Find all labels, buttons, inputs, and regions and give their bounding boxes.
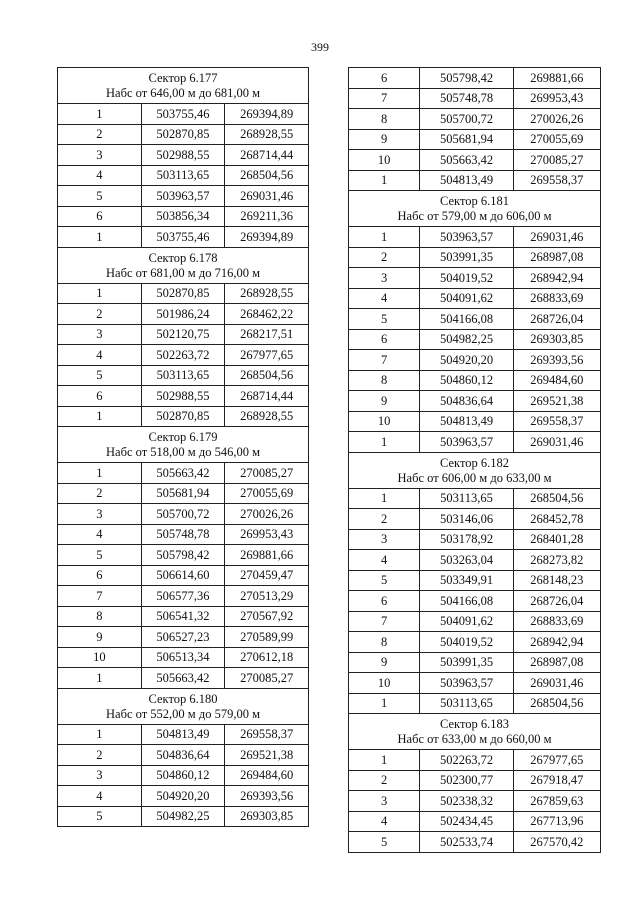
table-row bbox=[58, 324, 309, 345]
x-coordinate-cell: 504813,49 bbox=[141, 724, 225, 745]
y-coordinate-cell: 268273,82 bbox=[513, 550, 600, 571]
table-row bbox=[349, 268, 601, 289]
point-number-cell: 1 bbox=[349, 693, 420, 714]
point-number-cell: 6 bbox=[349, 591, 420, 612]
sector-title: Сектор 6.181 bbox=[440, 194, 509, 208]
table-row bbox=[58, 606, 309, 627]
y-coordinate-cell: 268928,55 bbox=[225, 283, 309, 304]
x-coordinate-cell: 504836,64 bbox=[420, 391, 513, 412]
x-coordinate-cell: 503146,06 bbox=[420, 509, 513, 530]
table-row bbox=[349, 570, 601, 591]
y-coordinate-cell: 268452,78 bbox=[513, 509, 600, 530]
sector-range: Набс от 606,00 м до 633,00 м bbox=[397, 470, 552, 485]
point-number-cell: 10 bbox=[349, 150, 420, 171]
sector-header bbox=[58, 247, 309, 283]
y-coordinate-cell: 270055,69 bbox=[225, 483, 309, 504]
point-number-cell: 6 bbox=[58, 206, 142, 227]
x-coordinate-cell: 504813,49 bbox=[420, 411, 513, 432]
y-coordinate-cell: 269521,38 bbox=[225, 745, 309, 766]
y-coordinate-cell: 269394,89 bbox=[225, 104, 309, 125]
x-coordinate-cell: 504982,25 bbox=[420, 329, 513, 350]
point-number-cell: 3 bbox=[58, 765, 142, 786]
y-coordinate-cell: 270085,27 bbox=[225, 668, 309, 689]
table-row bbox=[58, 124, 309, 145]
point-number-cell: 5 bbox=[58, 365, 142, 386]
table-row bbox=[58, 565, 309, 586]
y-coordinate-cell: 270589,99 bbox=[225, 627, 309, 648]
y-coordinate-cell: 270612,18 bbox=[225, 647, 309, 668]
x-coordinate-cell: 503963,57 bbox=[141, 186, 225, 207]
point-number-cell: 3 bbox=[58, 145, 142, 166]
x-coordinate-cell: 504019,52 bbox=[420, 632, 513, 653]
point-number-cell: 9 bbox=[58, 627, 142, 648]
point-number-cell: 7 bbox=[349, 88, 420, 109]
x-coordinate-cell: 502533,74 bbox=[420, 832, 513, 853]
table-row bbox=[58, 186, 309, 207]
point-number-cell: 1 bbox=[58, 463, 142, 484]
point-number-cell: 6 bbox=[58, 386, 142, 407]
x-coordinate-cell: 503113,65 bbox=[141, 365, 225, 386]
point-number-cell: 7 bbox=[58, 586, 142, 607]
y-coordinate-cell: 269031,46 bbox=[225, 186, 309, 207]
x-coordinate-cell: 506577,36 bbox=[141, 586, 225, 607]
table-row bbox=[349, 811, 601, 832]
y-coordinate-cell: 269031,46 bbox=[513, 227, 600, 248]
point-number-cell: 8 bbox=[349, 632, 420, 653]
y-coordinate-cell: 267570,42 bbox=[513, 832, 600, 853]
x-coordinate-cell: 503963,57 bbox=[420, 227, 513, 248]
y-coordinate-cell: 269881,66 bbox=[225, 545, 309, 566]
point-number-cell: 9 bbox=[349, 391, 420, 412]
table-row bbox=[58, 483, 309, 504]
x-coordinate-cell: 504166,08 bbox=[420, 591, 513, 612]
y-coordinate-cell: 269558,37 bbox=[225, 724, 309, 745]
y-coordinate-cell: 270085,27 bbox=[513, 150, 600, 171]
table-row bbox=[349, 432, 601, 453]
x-coordinate-cell: 502263,72 bbox=[420, 750, 513, 771]
x-coordinate-cell: 505681,94 bbox=[141, 483, 225, 504]
y-coordinate-cell: 269484,60 bbox=[513, 370, 600, 391]
table-row bbox=[349, 288, 601, 309]
y-coordinate-cell: 270026,26 bbox=[225, 504, 309, 525]
table-row bbox=[58, 806, 309, 827]
y-coordinate-cell: 269558,37 bbox=[513, 170, 600, 191]
y-coordinate-cell: 268714,44 bbox=[225, 145, 309, 166]
point-number-cell: 8 bbox=[58, 606, 142, 627]
y-coordinate-cell: 267859,63 bbox=[513, 791, 600, 812]
table-row bbox=[58, 745, 309, 766]
sector-title: Сектор 6.183 bbox=[440, 717, 509, 731]
table-row bbox=[58, 283, 309, 304]
y-coordinate-cell: 269303,85 bbox=[513, 329, 600, 350]
y-coordinate-cell: 269953,43 bbox=[225, 524, 309, 545]
point-number-cell: 10 bbox=[58, 647, 142, 668]
table-row bbox=[349, 550, 601, 571]
x-coordinate-cell: 502988,55 bbox=[141, 145, 225, 166]
sector-range: Набс от 579,00 м до 606,00 м bbox=[397, 209, 552, 223]
y-coordinate-cell: 267713,96 bbox=[513, 811, 600, 832]
point-number-cell: 2 bbox=[58, 745, 142, 766]
sector-range: Набс от 681,00 м до 716,00 м bbox=[106, 265, 260, 280]
sector-header bbox=[58, 688, 309, 724]
y-coordinate-cell: 270459,47 bbox=[225, 565, 309, 586]
point-number-cell: 5 bbox=[58, 806, 142, 827]
point-number-cell: 4 bbox=[58, 165, 142, 186]
x-coordinate-cell: 502988,55 bbox=[141, 386, 225, 407]
point-number-cell: 10 bbox=[349, 411, 420, 432]
table-row bbox=[349, 488, 601, 509]
point-number-cell: 10 bbox=[349, 673, 420, 694]
x-coordinate-cell: 504920,20 bbox=[141, 786, 225, 807]
x-coordinate-cell: 505681,94 bbox=[420, 129, 513, 150]
y-coordinate-cell: 270085,27 bbox=[225, 463, 309, 484]
table-row bbox=[349, 247, 601, 268]
y-coordinate-cell: 268987,08 bbox=[513, 247, 600, 268]
x-coordinate-cell: 502120,75 bbox=[141, 324, 225, 345]
point-number-cell: 1 bbox=[58, 668, 142, 689]
y-coordinate-cell: 268401,28 bbox=[513, 529, 600, 550]
x-coordinate-cell: 505663,42 bbox=[141, 463, 225, 484]
x-coordinate-cell: 502300,77 bbox=[420, 770, 513, 791]
point-number-cell: 4 bbox=[349, 811, 420, 832]
point-number-cell: 9 bbox=[349, 129, 420, 150]
x-coordinate-cell: 504166,08 bbox=[420, 309, 513, 330]
y-coordinate-cell: 269953,43 bbox=[513, 88, 600, 109]
x-coordinate-cell: 503755,46 bbox=[141, 104, 225, 125]
x-coordinate-cell: 503755,46 bbox=[141, 227, 225, 248]
table-row bbox=[349, 129, 601, 150]
table-row bbox=[349, 509, 601, 530]
y-coordinate-cell: 270026,26 bbox=[513, 109, 600, 130]
table-row bbox=[58, 165, 309, 186]
y-coordinate-cell: 268928,55 bbox=[225, 406, 309, 427]
point-number-cell: 5 bbox=[349, 832, 420, 853]
y-coordinate-cell: 267918,47 bbox=[513, 770, 600, 791]
point-number-cell: 3 bbox=[349, 529, 420, 550]
y-coordinate-cell: 269393,56 bbox=[513, 350, 600, 371]
table-row bbox=[58, 545, 309, 566]
x-coordinate-cell: 502870,85 bbox=[141, 124, 225, 145]
sector-title: Сектор 6.180 bbox=[148, 691, 218, 706]
table-row bbox=[349, 673, 601, 694]
point-number-cell: 4 bbox=[58, 345, 142, 366]
point-number-cell: 2 bbox=[58, 304, 142, 325]
point-number-cell: 1 bbox=[349, 432, 420, 453]
table-row bbox=[349, 150, 601, 171]
sector-header-row bbox=[58, 68, 309, 104]
y-coordinate-cell: 268217,51 bbox=[225, 324, 309, 345]
point-number-cell: 1 bbox=[349, 750, 420, 771]
point-number-cell: 6 bbox=[58, 565, 142, 586]
table-row bbox=[349, 370, 601, 391]
table-row bbox=[58, 504, 309, 525]
x-coordinate-cell: 505748,78 bbox=[141, 524, 225, 545]
point-number-cell: 2 bbox=[58, 124, 142, 145]
point-number-cell: 5 bbox=[349, 309, 420, 330]
sector-range: Набс от 552,00 м до 579,00 м bbox=[106, 706, 260, 721]
x-coordinate-cell: 501986,24 bbox=[141, 304, 225, 325]
y-coordinate-cell: 268462,22 bbox=[225, 304, 309, 325]
x-coordinate-cell: 506527,23 bbox=[141, 627, 225, 648]
y-coordinate-cell: 268833,69 bbox=[513, 611, 600, 632]
x-coordinate-cell: 504091,62 bbox=[420, 611, 513, 632]
sector-header bbox=[58, 68, 309, 104]
sector-title: Сектор 6.182 bbox=[440, 455, 509, 470]
y-coordinate-cell: 268928,55 bbox=[225, 124, 309, 145]
point-number-cell: 1 bbox=[349, 170, 420, 191]
y-coordinate-cell: 269211,36 bbox=[225, 206, 309, 227]
y-coordinate-cell: 269303,85 bbox=[225, 806, 309, 827]
table-row bbox=[349, 529, 601, 550]
x-coordinate-cell: 504091,62 bbox=[420, 288, 513, 309]
point-number-cell: 1 bbox=[349, 227, 420, 248]
point-number-cell: 2 bbox=[349, 247, 420, 268]
y-coordinate-cell: 268726,04 bbox=[513, 591, 600, 612]
x-coordinate-cell: 502263,72 bbox=[141, 345, 225, 366]
table-row bbox=[349, 391, 601, 412]
x-coordinate-cell: 504860,12 bbox=[420, 370, 513, 391]
table-row bbox=[349, 832, 601, 853]
x-coordinate-cell: 503349,91 bbox=[420, 570, 513, 591]
y-coordinate-cell: 268504,56 bbox=[513, 488, 600, 509]
point-number-cell: 8 bbox=[349, 370, 420, 391]
x-coordinate-cell: 505748,78 bbox=[420, 88, 513, 109]
point-number-cell: 6 bbox=[349, 68, 420, 89]
table-row bbox=[58, 786, 309, 807]
table-row bbox=[58, 668, 309, 689]
point-number-cell: 4 bbox=[58, 786, 142, 807]
point-number-cell: 3 bbox=[58, 324, 142, 345]
x-coordinate-cell: 502338,32 bbox=[420, 791, 513, 812]
sector-title: Сектор 6.179 bbox=[148, 430, 218, 444]
y-coordinate-cell: 268942,94 bbox=[513, 632, 600, 653]
y-coordinate-cell: 270567,92 bbox=[225, 606, 309, 627]
table-row bbox=[58, 627, 309, 648]
point-number-cell: 1 bbox=[58, 227, 142, 248]
point-number-cell: 5 bbox=[58, 545, 142, 566]
point-number-cell: 6 bbox=[349, 329, 420, 350]
y-coordinate-cell: 268942,94 bbox=[513, 268, 600, 289]
sector-range: Набс от 646,00 м до 681,00 м bbox=[106, 86, 260, 100]
x-coordinate-cell: 505798,42 bbox=[420, 68, 513, 89]
y-coordinate-cell: 267977,65 bbox=[225, 345, 309, 366]
x-coordinate-cell: 505663,42 bbox=[420, 150, 513, 171]
y-coordinate-cell: 268504,56 bbox=[513, 693, 600, 714]
point-number-cell: 4 bbox=[349, 550, 420, 571]
point-number-cell: 3 bbox=[349, 791, 420, 812]
sector-header-row bbox=[58, 427, 309, 463]
sector-header-row bbox=[349, 191, 601, 227]
point-number-cell: 1 bbox=[58, 406, 142, 427]
y-coordinate-cell: 268726,04 bbox=[513, 309, 600, 330]
table-row bbox=[349, 611, 601, 632]
point-number-cell: 5 bbox=[349, 570, 420, 591]
y-coordinate-cell: 269558,37 bbox=[513, 411, 600, 432]
sector-range: Набс от 633,00 м до 660,00 м bbox=[397, 732, 552, 746]
coordinates-table-right bbox=[348, 67, 601, 853]
sector-header bbox=[349, 714, 601, 750]
table-row bbox=[58, 304, 309, 325]
y-coordinate-cell: 268504,56 bbox=[225, 165, 309, 186]
x-coordinate-cell: 505798,42 bbox=[141, 545, 225, 566]
y-coordinate-cell: 268504,56 bbox=[225, 365, 309, 386]
y-coordinate-cell: 269031,46 bbox=[513, 432, 600, 453]
y-coordinate-cell: 268714,44 bbox=[225, 386, 309, 407]
sector-header-row bbox=[58, 247, 309, 283]
y-coordinate-cell: 268833,69 bbox=[513, 288, 600, 309]
point-number-cell: 4 bbox=[349, 288, 420, 309]
y-coordinate-cell: 268148,23 bbox=[513, 570, 600, 591]
x-coordinate-cell: 506541,32 bbox=[141, 606, 225, 627]
x-coordinate-cell: 504019,52 bbox=[420, 268, 513, 289]
table-row bbox=[58, 345, 309, 366]
x-coordinate-cell: 504836,64 bbox=[141, 745, 225, 766]
table-row bbox=[349, 309, 601, 330]
point-number-cell: 7 bbox=[349, 611, 420, 632]
table-row bbox=[58, 724, 309, 745]
sector-header-row bbox=[349, 452, 601, 488]
table-row bbox=[349, 88, 601, 109]
point-number-cell: 1 bbox=[58, 283, 142, 304]
x-coordinate-cell: 505700,72 bbox=[420, 109, 513, 130]
point-number-cell: 1 bbox=[58, 104, 142, 125]
y-coordinate-cell: 269031,46 bbox=[513, 673, 600, 694]
x-coordinate-cell: 505663,42 bbox=[141, 668, 225, 689]
sector-header bbox=[58, 427, 309, 463]
table-row bbox=[349, 632, 601, 653]
x-coordinate-cell: 503113,65 bbox=[420, 488, 513, 509]
x-coordinate-cell: 504920,20 bbox=[420, 350, 513, 371]
table-row bbox=[58, 765, 309, 786]
point-number-cell: 2 bbox=[349, 770, 420, 791]
sector-title: Сектор 6.177 bbox=[148, 71, 218, 85]
x-coordinate-cell: 503856,34 bbox=[141, 206, 225, 227]
table-row bbox=[349, 329, 601, 350]
x-coordinate-cell: 505700,72 bbox=[141, 504, 225, 525]
point-number-cell: 8 bbox=[349, 109, 420, 130]
y-coordinate-cell: 270055,69 bbox=[513, 129, 600, 150]
page-number: 399 bbox=[311, 40, 329, 54]
point-number-cell: 5 bbox=[58, 186, 142, 207]
table-row bbox=[58, 104, 309, 125]
point-number-cell: 2 bbox=[58, 483, 142, 504]
table-row bbox=[349, 693, 601, 714]
x-coordinate-cell: 503991,35 bbox=[420, 247, 513, 268]
x-coordinate-cell: 503991,35 bbox=[420, 652, 513, 673]
sector-header bbox=[349, 191, 601, 227]
point-number-cell: 1 bbox=[349, 488, 420, 509]
coordinates-table-left bbox=[57, 67, 309, 827]
table-row bbox=[349, 652, 601, 673]
table-row bbox=[349, 170, 601, 191]
x-coordinate-cell: 503178,92 bbox=[420, 529, 513, 550]
y-coordinate-cell: 269521,38 bbox=[513, 391, 600, 412]
x-coordinate-cell: 506614,60 bbox=[141, 565, 225, 586]
x-coordinate-cell: 502870,85 bbox=[141, 406, 225, 427]
table-row bbox=[58, 365, 309, 386]
sector-header-row bbox=[349, 714, 601, 750]
table-row bbox=[58, 586, 309, 607]
table-row bbox=[58, 227, 309, 248]
table-row bbox=[58, 386, 309, 407]
x-coordinate-cell: 506513,34 bbox=[141, 647, 225, 668]
x-coordinate-cell: 503263,04 bbox=[420, 550, 513, 571]
x-coordinate-cell: 504982,25 bbox=[141, 806, 225, 827]
table-row bbox=[58, 463, 309, 484]
table-row bbox=[349, 109, 601, 130]
point-number-cell: 4 bbox=[58, 524, 142, 545]
x-coordinate-cell: 503113,65 bbox=[141, 165, 225, 186]
point-number-cell: 9 bbox=[349, 652, 420, 673]
point-number-cell: 2 bbox=[349, 509, 420, 530]
sector-header bbox=[349, 452, 601, 488]
table-row bbox=[349, 68, 601, 89]
point-number-cell: 1 bbox=[58, 724, 142, 745]
x-coordinate-cell: 502434,45 bbox=[420, 811, 513, 832]
sector-range: Набс от 518,00 м до 546,00 м bbox=[106, 445, 260, 459]
table-row bbox=[349, 350, 601, 371]
x-coordinate-cell: 504813,49 bbox=[420, 170, 513, 191]
point-number-cell: 3 bbox=[349, 268, 420, 289]
y-coordinate-cell: 269393,56 bbox=[225, 786, 309, 807]
y-coordinate-cell: 268987,08 bbox=[513, 652, 600, 673]
x-coordinate-cell: 503963,57 bbox=[420, 673, 513, 694]
x-coordinate-cell: 503963,57 bbox=[420, 432, 513, 453]
table-row bbox=[349, 770, 601, 791]
table-row bbox=[349, 791, 601, 812]
table-row bbox=[58, 206, 309, 227]
y-coordinate-cell: 270513,29 bbox=[225, 586, 309, 607]
x-coordinate-cell: 504860,12 bbox=[141, 765, 225, 786]
table-row bbox=[349, 227, 601, 248]
sector-header-row bbox=[58, 688, 309, 724]
table-row bbox=[58, 406, 309, 427]
table-row bbox=[58, 524, 309, 545]
sector-title: Сектор 6.178 bbox=[148, 250, 218, 265]
table-row bbox=[349, 411, 601, 432]
x-coordinate-cell: 502870,85 bbox=[141, 283, 225, 304]
y-coordinate-cell: 267977,65 bbox=[513, 750, 600, 771]
table-row bbox=[349, 591, 601, 612]
y-coordinate-cell: 269394,89 bbox=[225, 227, 309, 248]
x-coordinate-cell: 503113,65 bbox=[420, 693, 513, 714]
point-number-cell: 3 bbox=[58, 504, 142, 525]
point-number-cell: 7 bbox=[349, 350, 420, 371]
table-row bbox=[349, 750, 601, 771]
y-coordinate-cell: 269484,60 bbox=[225, 765, 309, 786]
y-coordinate-cell: 269881,66 bbox=[513, 68, 600, 89]
table-row bbox=[58, 145, 309, 166]
table-row bbox=[58, 647, 309, 668]
